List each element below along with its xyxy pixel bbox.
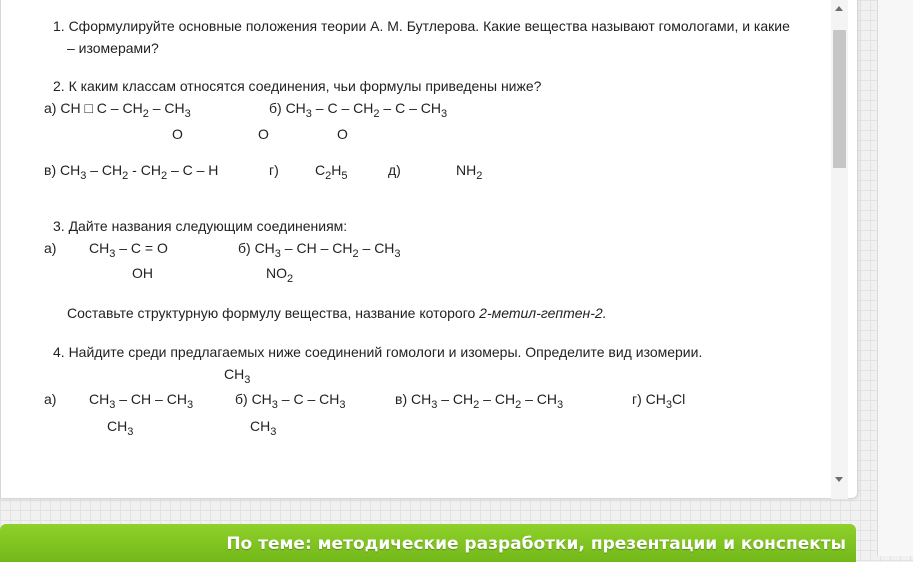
q2-label-d: д) bbox=[388, 162, 401, 178]
scroll-down-arrow-icon[interactable] bbox=[835, 477, 843, 482]
q3-formula-b: б) $CH_3$ – CH – $CH_2 - CH_3$ bbox=[238, 240, 401, 260]
q4-label-a: а) bbox=[44, 391, 57, 407]
q1-line1: 1. Сформулируйте основные положения теории А. М. Бутлерова. Какие вещества называют гомологами, и какие bbox=[53, 18, 790, 34]
q2-oxygen-3: O bbox=[337, 126, 348, 142]
q4-formula-g: г) $CH_3Cl$ bbox=[632, 391, 686, 411]
q4-formula-b: б) $CH_3$ – C – $CH_3$ bbox=[235, 391, 346, 411]
q2-title: 2. К каким классам относятся соединения, чьи формулы приведены ниже? bbox=[53, 78, 542, 94]
q3-task: Составьте структурную формулу вещества, название которого 2-метил-гептен-2. bbox=[67, 305, 607, 321]
q4-b-methyl: $CH_3$ bbox=[250, 418, 277, 438]
q3-no2-group: $NO_2$ bbox=[266, 265, 294, 285]
q3-formula-a: $CH_3 - C = O$ bbox=[89, 240, 168, 260]
q3-title: 3. Дайте названия следующим соединениям: bbox=[53, 218, 348, 234]
q4-top-methyl: $CH_3$ bbox=[224, 366, 251, 386]
related-materials-banner[interactable] bbox=[0, 524, 856, 562]
q2-oxygen-2: O bbox=[258, 126, 269, 142]
banner-text: По теме: методические разработки, презентации и конспекты bbox=[226, 534, 846, 554]
q4-formula-v: в) $CH_3 - CH_2 - CH_2 - CH_3$ bbox=[395, 391, 564, 411]
q3-compound-name: 2-метил-гептен-2. bbox=[479, 305, 607, 321]
document-content bbox=[1, 0, 829, 499]
q2-formula-v: в) $CH_3 - CH_2 - CH_2$ – C – H bbox=[44, 162, 219, 182]
q3-label-a: а) bbox=[44, 240, 57, 256]
q2-formula-d: $NH_2$ bbox=[456, 162, 483, 182]
q1-line2: – изомерами? bbox=[67, 40, 159, 56]
q2-label-g: г) bbox=[269, 162, 279, 178]
scrollbar-thumb[interactable] bbox=[833, 30, 846, 168]
vertical-scrollbar[interactable] bbox=[831, 0, 848, 499]
q4-title: 4. Найдите среди предлагаемых ниже соединений гомологи и изомеры. Определите вид изомерии. bbox=[53, 344, 703, 360]
q2-formula-a: а) CH □ C – $CH_2 - CH_3$ bbox=[44, 100, 191, 120]
q2-oxygen-1: O bbox=[172, 126, 183, 142]
scroll-up-arrow-icon[interactable] bbox=[835, 6, 843, 11]
page-right-strip bbox=[877, 0, 913, 556]
q2-formula-g: $C_2H_5$ bbox=[315, 162, 348, 182]
q4-formula-a: $CH_3$ – CH – $CH_3$ bbox=[89, 391, 194, 411]
q2-formula-b: б) $CH_3$ – C – $CH_2$ – C – $CH_3$ bbox=[269, 100, 448, 120]
q3-oh-group: OH bbox=[132, 265, 153, 281]
q4-a-methyl: $CH_3$ bbox=[107, 418, 134, 438]
